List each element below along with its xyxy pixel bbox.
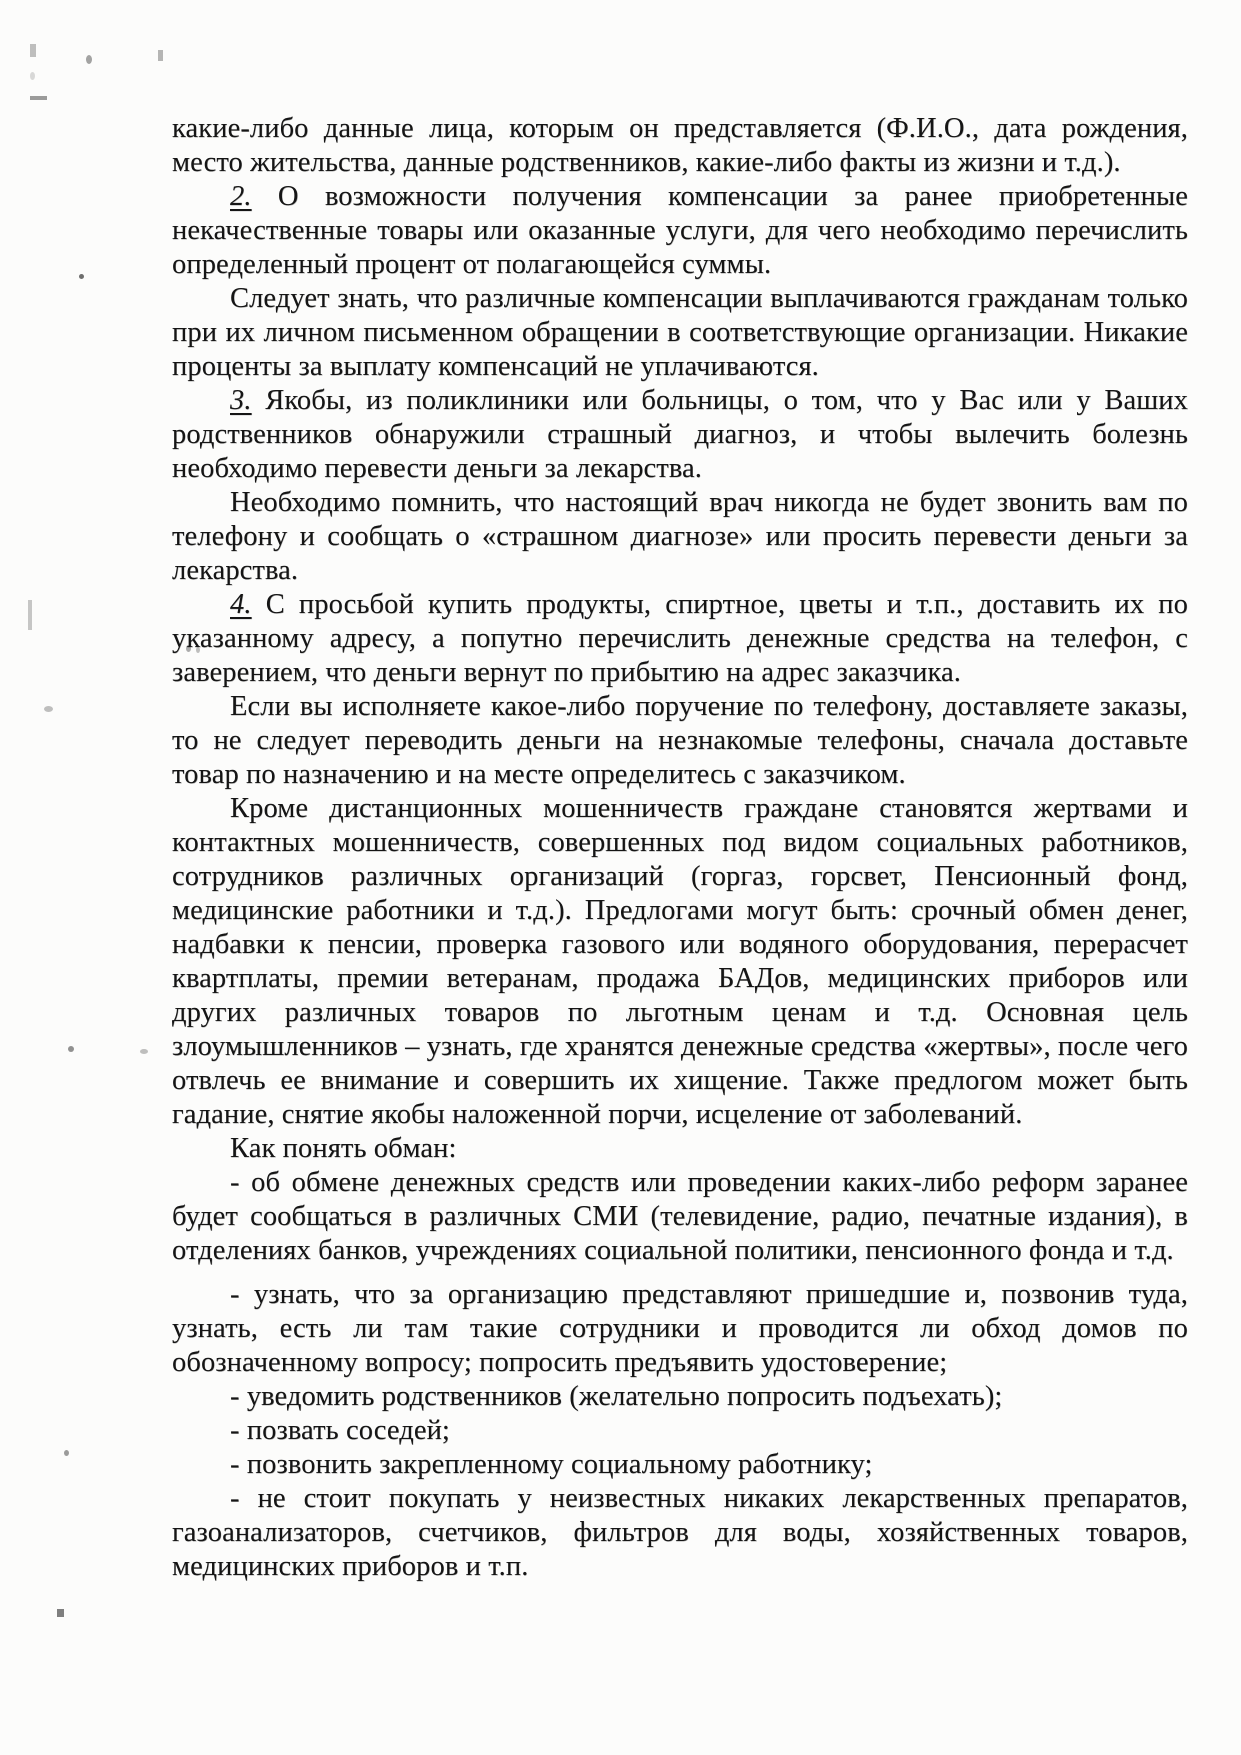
paragraph: - уведомить родственников (желательно попросить подъехать); <box>230 1381 1003 1412</box>
list-number: 3. <box>230 385 252 416</box>
scan-speckle <box>158 50 163 61</box>
document-text-block <box>172 112 1188 1584</box>
paragraph: 4. С просьбой купить продукты, спиртное, цветы и т.п., доставить их по указанному адресу, а попутно перечислить денежные средства на телефон, с заверением, что деньги вернут по прибытию на адрес заказчика. <box>172 589 1188 688</box>
paragraph: Если вы исполняете какое-либо поручение по телефону, доставляете заказы, то не следует переводить деньги на незнакомые телефоны, сначала доставьте товар по назначению и на месте определитесь с заказчиком. <box>172 691 1188 790</box>
paragraph: Необходимо помнить, что настоящий врач никогда не будет звонить вам по телефону и сообщать о «страшном диагнозе» или просить перевести деньги за лекарства. <box>172 487 1188 586</box>
paragraph: какие-либо данные лица, которым он представляется (Ф.И.О., дата рождения, место жительства, данные родственников, какие-либо факты из жизни и т.д.). <box>172 113 1188 178</box>
paragraph: - узнать, что за организацию представляют пришедшие и, позвонив туда, узнать, есть ли там такие сотрудники и проводится ли обход домов по обозначенному вопросу; попросить предъявить удостоверение; <box>172 1279 1188 1378</box>
scan-speckle <box>64 1450 69 1456</box>
scan-speckle <box>140 1049 148 1054</box>
scan-speckle <box>28 600 32 630</box>
paragraph: - об обмене денежных средств или проведении каких-либо реформ заранее будет сообщаться в различных СМИ (телевидение, радио, печатные издания), в отделениях банков, учреждениях социальной политики, пенсионного фонда и т.д. <box>172 1167 1188 1266</box>
paragraph: - позвать соседей; <box>230 1415 450 1446</box>
paragraph: Следует знать, что различные компенсации выплачиваются гражданам только при их личном письменном обращении в соответствующие организации. Никакие проценты за выплату компенсаций не уплачиваются. <box>172 283 1188 382</box>
list-number: 4. <box>230 589 252 620</box>
paragraph: 3. Якобы, из поликлиники или больницы, о том, что у Вас или у Ваших родственников обнаружили страшный диагноз, и чтобы вылечить болезнь необходимо перевести деньги за лекарства. <box>172 385 1188 484</box>
paragraph: 2. О возможности получения компенсации за ранее приобретенные некачественные товары или оказанные услуги, для чего необходимо перечислить определенный процент от полагающейся суммы. <box>172 181 1188 280</box>
paragraph: Как понять обман: <box>230 1133 457 1164</box>
list-number: 2. <box>230 181 252 212</box>
scan-speckle <box>30 44 36 57</box>
paragraph: - не стоит покупать у неизвестных никаких лекарственных препаратов, газоанализаторов, счетчиков, фильтров для воды, хозяйственных товаров, медицинских приборов и т.п. <box>172 1483 1188 1582</box>
scan-speckle <box>30 72 35 80</box>
scan-speckle <box>57 1609 64 1617</box>
scan-speckle <box>30 96 47 100</box>
scan-speckle <box>86 55 92 64</box>
scan-speckle <box>79 274 84 279</box>
paragraph: - позвонить закрепленному социальному работнику; <box>230 1449 873 1480</box>
scan-speckle <box>44 706 53 712</box>
paragraph: Кроме дистанционных мошенничеств граждане становятся жертвами и контактных мошенничеств, совершенных под видом социальных работников, сотрудников различных организаций (горгаз, горсвет, Пенсионный фонд, медицинские работники и т.д.). Предлогами могут быть: срочный обмен денег, надбавки к пенсии, проверка газового или водяного оборудования, перерасчет квартплаты, премии ветеранам, продажа БАДов, медицинских приборов или других различных товаров по льготным ценам и т.д. Основная цель злоумышленников – узнать, где хранятся денежные средства «жертвы», после чего отвлечь ее внимание и совершить их хищение. Также предлогом может быть гадание, снятие якобы наложенной порчи, исцеление от заболеваний. <box>172 793 1188 1130</box>
scan-speckle <box>68 1046 74 1052</box>
